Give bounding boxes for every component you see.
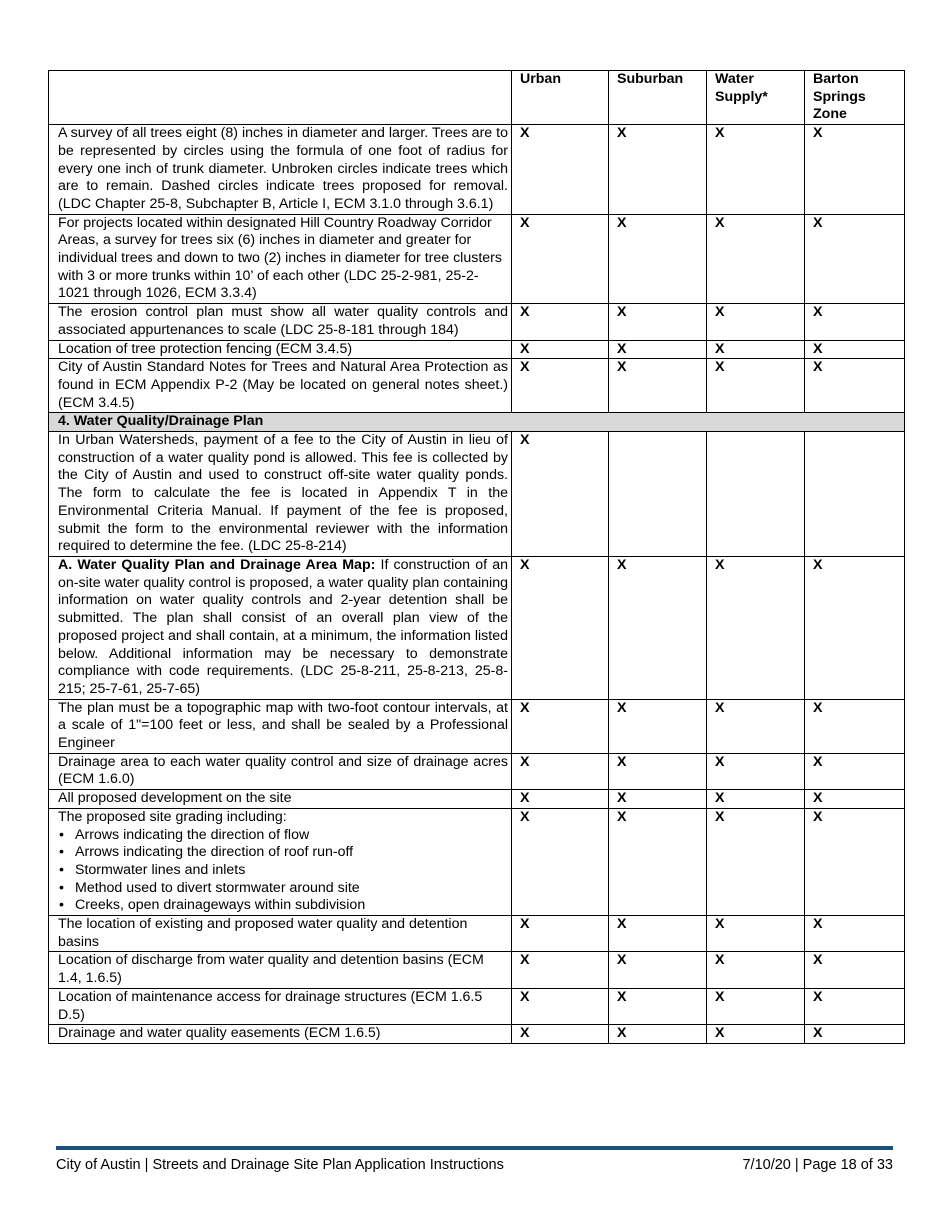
table-row	[49, 556, 905, 699]
water-supply-mark: X	[707, 952, 805, 988]
water-supply-mark: X	[707, 988, 805, 1024]
footer-page-info: 7/10/20 | Page 18 of 33	[742, 1157, 893, 1173]
row-description: In Urban Watersheds, payment of a fee to the City of Austin in lieu of construction of a water quality pond is allowed. This fee is collected by the City of Austin and used to construct off-site water quality ponds. The form to calculate the fee is located in Appendix T in the Environmental Criteria Manual. If payment of the fee is proposed, submit the form to the environmental reviewer with the information required to determine the fee. (LDC 25-8-214)	[49, 432, 512, 557]
water-supply-mark: X	[707, 753, 805, 789]
water-supply-mark: X	[707, 808, 805, 915]
footer-divider	[56, 1146, 893, 1150]
barton-springs-mark: X	[805, 699, 905, 753]
table-row	[49, 340, 905, 359]
suburban-mark: X	[609, 952, 707, 988]
suburban-mark: X	[609, 125, 707, 215]
table-row	[49, 699, 905, 753]
suburban-mark: X	[609, 1025, 707, 1044]
urban-mark: X	[512, 952, 609, 988]
suburban-mark: X	[609, 340, 707, 359]
row-description: Location of maintenance access for drainage structures (ECM 1.6.5 D.5)	[49, 988, 512, 1024]
barton-springs-mark: X	[805, 340, 905, 359]
row-description: For projects located within designated Hill Country Roadway Corridor Areas, a survey for trees six (6) inches in diameter and greater for individual trees and down to two (2) inches in diameter for tree clusters with 3 or more trunks within 10’ of each other (LDC 25-2-981, 25-2-1021 through 1026, ECM 3.3.4)	[49, 214, 512, 304]
barton-springs-mark: X	[805, 790, 905, 809]
table-row	[49, 808, 905, 915]
urban-mark: X	[512, 432, 609, 557]
water-supply-mark: X	[707, 125, 805, 215]
water-supply-mark: X	[707, 556, 805, 699]
grading-intro: The proposed site grading including:	[58, 808, 287, 825]
barton-springs-mark: X	[805, 304, 905, 340]
row-description: The plan must be a topographic map with two-foot contour intervals, at a scale of 1"=100 feet or less, and shall be sealed by a Professional Engineer	[49, 699, 512, 753]
table-header-row	[49, 71, 905, 125]
suburban-mark: X	[609, 214, 707, 304]
water-supply-mark: X	[707, 699, 805, 753]
urban-mark: X	[512, 916, 609, 952]
row-description: City of Austin Standard Notes for Trees and Natural Area Protection as found in ECM Appendix P-2 (May be located on general notes sheet.) (ECM 3.4.5)	[49, 359, 512, 413]
row-description: Drainage and water quality easements (ECM 1.6.5)	[49, 1025, 512, 1044]
water-supply-mark: X	[707, 916, 805, 952]
row-description: The location of existing and proposed water quality and detention basins	[49, 916, 512, 952]
footer-document-title: City of Austin | Streets and Drainage Site Plan Application Instructions	[56, 1157, 504, 1173]
suburban-mark: X	[609, 753, 707, 789]
list-item: • Method used to divert stormwater around site	[75, 880, 508, 898]
barton-springs-mark: X	[805, 556, 905, 699]
suburban-mark: X	[609, 808, 707, 915]
header-description	[49, 71, 512, 125]
barton-springs-mark: X	[805, 753, 905, 789]
water-supply-mark: X	[707, 359, 805, 413]
row-description	[49, 556, 512, 699]
row-description	[49, 808, 512, 915]
row-description: Location of discharge from water quality and detention basins (ECM 1.4, 1.6.5)	[49, 952, 512, 988]
barton-springs-mark: X	[805, 916, 905, 952]
table-row	[49, 753, 905, 789]
water-supply-mark: X	[707, 214, 805, 304]
urban-mark: X	[512, 340, 609, 359]
grading-bullet-list	[58, 827, 508, 916]
table-row	[49, 988, 905, 1024]
urban-mark: X	[512, 304, 609, 340]
section-title: 4. Water Quality/Drainage Plan	[49, 413, 905, 432]
water-supply-mark	[707, 432, 805, 557]
urban-mark: X	[512, 1025, 609, 1044]
barton-springs-mark	[805, 432, 905, 557]
suburban-mark: X	[609, 359, 707, 413]
section-header-row	[49, 413, 905, 432]
water-supply-mark: X	[707, 340, 805, 359]
row-description: A survey of all trees eight (8) inches in diameter and larger. Trees are to be represented by circles using the formula of one foot of radius for every one inch of trunk diameter. Unbroken circles indicate trees which are to remain. Dashed circles indicate trees proposed for removal. (LDC Chapter 25-8, Subchapter B, Article I, ECM 3.1.0 through 3.6.1)	[49, 125, 512, 215]
suburban-mark	[609, 432, 707, 557]
table-row	[49, 916, 905, 952]
header-urban: Urban	[512, 71, 609, 125]
urban-mark: X	[512, 790, 609, 809]
table-row	[49, 125, 905, 215]
suburban-mark: X	[609, 790, 707, 809]
barton-springs-mark: X	[805, 1025, 905, 1044]
table-row	[49, 359, 905, 413]
urban-mark: X	[512, 699, 609, 753]
urban-mark: X	[512, 556, 609, 699]
barton-springs-mark: X	[805, 359, 905, 413]
plan-text: If construction of an on-site water quality control is proposed, a water quality plan containing information on water quality controls and 2-year detention shall be submitted. The plan shall consist of an overall plan view of the proposed project and shall contain, at a minimum, the information listed below. Additional information may be necessary to demonstrate compliance with code requirements. (LDC 25-8-211, 25-8-213, 25-8-215; 25-7-61, 25-7-65)	[58, 556, 508, 697]
barton-springs-mark: X	[805, 808, 905, 915]
list-item: • Stormwater lines and inlets	[75, 862, 508, 880]
row-description: All proposed development on the site	[49, 790, 512, 809]
table-row	[49, 1025, 905, 1044]
plan-lead: A. Water Quality Plan and Drainage Area Map:	[58, 556, 376, 573]
list-item: • Arrows indicating the direction of roof run-off	[75, 844, 508, 862]
row-description: Location of tree protection fencing (ECM 3.4.5)	[49, 340, 512, 359]
suburban-mark: X	[609, 556, 707, 699]
water-supply-mark: X	[707, 1025, 805, 1044]
table-row	[49, 432, 905, 557]
suburban-mark: X	[609, 304, 707, 340]
list-item: • Creeks, open drainageways within subdivision	[75, 897, 508, 915]
urban-mark: X	[512, 753, 609, 789]
header-water-supply: Water Supply*	[707, 71, 805, 125]
urban-mark: X	[512, 808, 609, 915]
table-row	[49, 952, 905, 988]
table-row	[49, 304, 905, 340]
urban-mark: X	[512, 988, 609, 1024]
header-suburban: Suburban	[609, 71, 707, 125]
header-barton-springs-zone: Barton Springs Zone	[805, 71, 905, 125]
urban-mark: X	[512, 214, 609, 304]
row-description: The erosion control plan must show all water quality controls and associated appurtenances to scale (LDC 25-8-181 through 184)	[49, 304, 512, 340]
barton-springs-mark: X	[805, 214, 905, 304]
water-supply-mark: X	[707, 790, 805, 809]
table-row	[49, 214, 905, 304]
suburban-mark: X	[609, 916, 707, 952]
barton-springs-mark: X	[805, 125, 905, 215]
suburban-mark: X	[609, 699, 707, 753]
requirements-table	[48, 70, 905, 1044]
barton-springs-mark: X	[805, 952, 905, 988]
table-row	[49, 790, 905, 809]
urban-mark: X	[512, 359, 609, 413]
urban-mark: X	[512, 125, 609, 215]
list-item: • Arrows indicating the direction of flow	[75, 827, 508, 845]
barton-springs-mark: X	[805, 988, 905, 1024]
row-description: Drainage area to each water quality control and size of drainage acres (ECM 1.6.0)	[49, 753, 512, 789]
water-supply-mark: X	[707, 304, 805, 340]
suburban-mark: X	[609, 988, 707, 1024]
